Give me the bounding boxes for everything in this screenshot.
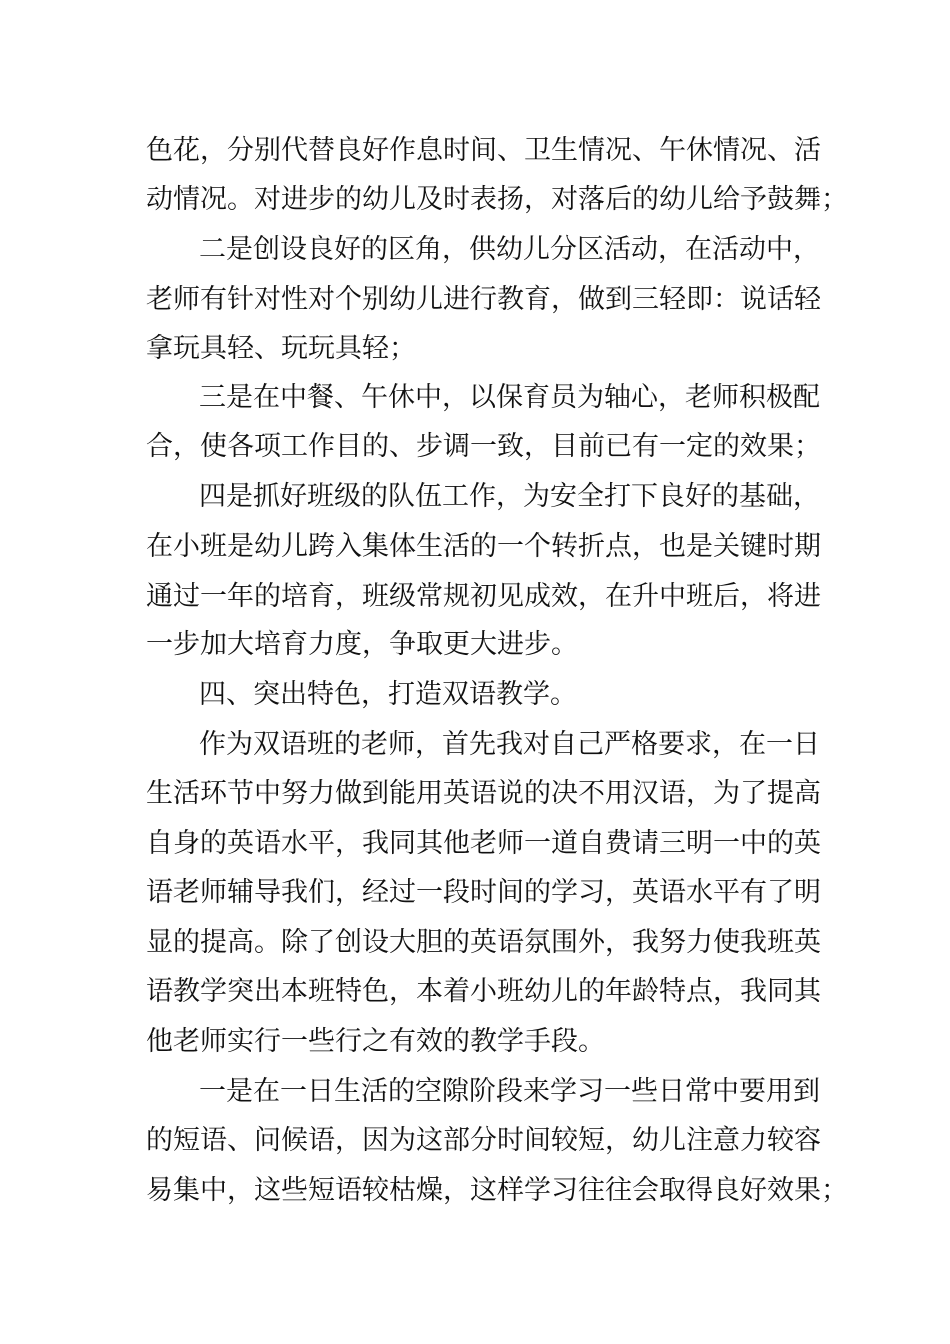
text-line: 合，使各项工作目的、步调一致，目前已有一定的效果； [146, 431, 821, 462]
text-line: 语老师辅导我们，经过一段时间的学习，英语水平有了明 [146, 877, 821, 908]
text-line: 生活环节中努力做到能用英语说的决不用汉语，为了提高 [146, 778, 821, 809]
text-line: 自身的英语水平，我同其他老师一道自费请三明一中的英 [146, 828, 821, 859]
text-line: 二是创设良好的区角，供幼儿分区活动，在活动中， [199, 234, 820, 265]
text-line: 在小班是幼儿跨入集体生活的一个转折点，也是关键时期 [146, 531, 821, 562]
text-line: 他老师实行一些行之有效的教学手段。 [146, 1026, 605, 1057]
text-line: 显的提高。除了创设大胆的英语氛围外，我努力使我班英 [146, 927, 821, 958]
text-line: 一步加大培育力度，争取更大进步。 [146, 629, 578, 660]
text-line: 动情况。对进步的幼儿及时表扬，对落后的幼儿给予鼓舞； [146, 184, 848, 215]
text-line: 老师有针对性对个别幼儿进行教育，做到三轻即：说话轻 [146, 284, 821, 315]
text-line: 易集中，这些短语较枯燥，这样学习往往会取得良好效果； [146, 1175, 848, 1206]
text-line: 一是在一日生活的空隙阶段来学习一些日常中要用到 [199, 1076, 820, 1107]
text-line: 三是在中餐、午休中，以保育员为轴心，老师积极配 [199, 382, 820, 413]
text-line: 通过一年的培育，班级常规初见成效，在升中班后，将进 [146, 581, 821, 612]
section-heading: 四、突出特色，打造双语教学。 [199, 679, 577, 710]
text-line: 作为双语班的老师，首先我对自己严格要求，在一日 [199, 729, 820, 760]
text-line: 拿玩具轻、玩玩具轻； [146, 333, 416, 364]
text-line: 的短语、问候语，因为这部分时间较短，幼儿注意力较容 [146, 1125, 821, 1156]
text-line: 四是抓好班级的队伍工作，为安全打下良好的基础， [199, 481, 820, 512]
text-line: 色花，分别代替良好作息时间、卫生情况、午休情况、活 [146, 135, 821, 166]
text-line: 语教学突出本班特色，本着小班幼儿的年龄特点，我同其 [146, 976, 821, 1007]
